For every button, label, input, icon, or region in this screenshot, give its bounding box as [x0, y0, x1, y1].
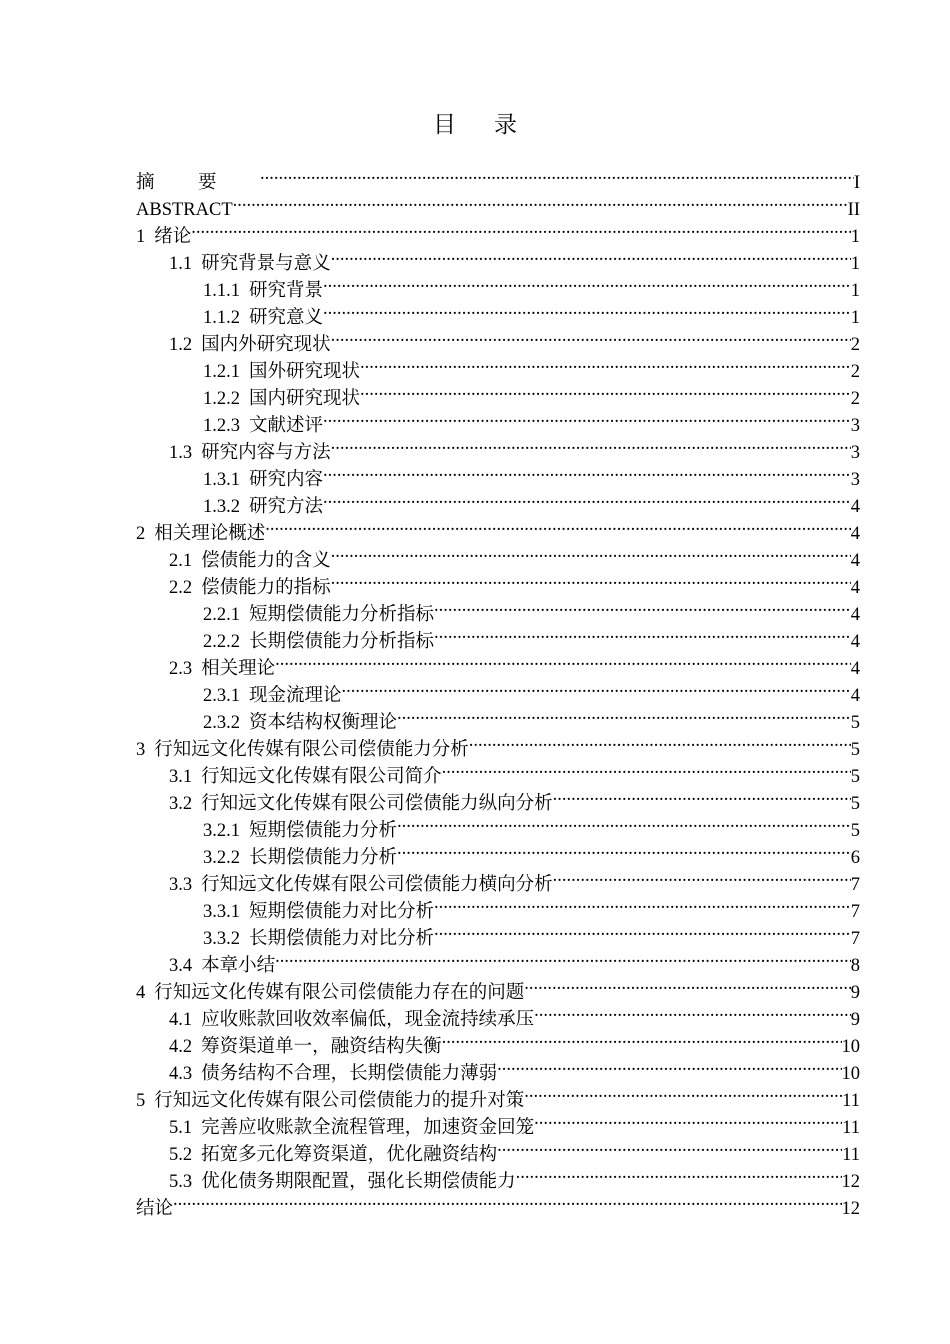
toc-entry-page: 4	[850, 605, 860, 625]
toc-entry[interactable]	[136, 512, 860, 544]
dot-leader	[260, 161, 854, 188]
toc-entry-page: 12	[841, 1199, 860, 1219]
dot-leader	[323, 485, 851, 512]
toc-entry-page: 2	[850, 335, 860, 355]
toc-entry-page: 10	[841, 1037, 860, 1057]
dot-leader	[323, 296, 851, 323]
toc-entry[interactable]	[136, 917, 860, 949]
toc-entry-label: 研究背景	[249, 281, 324, 301]
toc-entry-page: 6	[850, 848, 860, 868]
toc-entry-page: 1	[850, 227, 860, 247]
dot-leader	[397, 809, 851, 836]
toc-entry[interactable]	[136, 161, 860, 193]
toc-entry-label: 本章小结	[201, 956, 276, 976]
toc-entry[interactable]	[136, 1187, 860, 1219]
dot-leader	[434, 890, 851, 917]
toc-entry-label: 相关理论	[201, 659, 276, 679]
toc-entry-page: 2	[850, 362, 860, 382]
toc-entry-page: 4	[850, 578, 860, 598]
toc-entry-number: 2.3.2	[203, 713, 240, 733]
toc-entry-label: 拓宽多元化筹资渠道，优化融资结构	[201, 1145, 498, 1165]
toc-entry-page: 1	[850, 281, 860, 301]
dot-leader	[397, 836, 851, 863]
toc-entry[interactable]	[136, 431, 860, 463]
toc-entry-page: II	[847, 200, 860, 220]
dot-leader	[331, 539, 851, 566]
toc-entry-number: 1.2.3	[203, 416, 240, 436]
toc-entry-page: 5	[850, 821, 860, 841]
toc-entry-label: 偿债能力的含义	[201, 551, 331, 571]
toc-entry-page: 12	[841, 1172, 860, 1192]
toc-entry[interactable]	[136, 188, 860, 220]
toc-entry[interactable]	[136, 215, 860, 247]
toc-entry-label: 偿债能力的指标	[201, 578, 331, 598]
toc-entry-page: 7	[850, 929, 860, 949]
toc-entry-page: 7	[850, 902, 860, 922]
toc-entry-page: 11	[842, 1118, 860, 1138]
toc-entry-label: 短期偿债能力对比分析	[249, 902, 435, 922]
dot-leader	[233, 188, 848, 215]
toc-entry-page: 5	[850, 794, 860, 814]
table-of-contents	[136, 161, 860, 1219]
toc-entry-number: 3.2	[169, 794, 193, 814]
toc-entry[interactable]	[136, 404, 860, 436]
toc-entry-label: 应收账款回收效率偏低，现金流持续承压	[201, 1010, 535, 1030]
toc-entry-label: 优化债务期限配置，强化长期偿债能力	[201, 1172, 516, 1192]
toc-entry-page: 5	[850, 740, 860, 760]
toc-entry-label: 研究内容	[249, 470, 324, 490]
toc-entry-number: 5.2	[169, 1145, 193, 1165]
dot-leader	[323, 404, 851, 431]
toc-entry-number: 2.2.2	[203, 632, 240, 652]
toc-entry-number: 5.3	[169, 1172, 193, 1192]
toc-entry-label: 行知远文化传媒有限公司偿债能力的提升对策	[154, 1091, 525, 1111]
toc-entry-number: 2	[136, 524, 146, 544]
dot-leader	[497, 1052, 841, 1079]
dot-leader	[553, 782, 851, 809]
toc-entry-page: 1	[850, 308, 860, 328]
toc-entry-page: 8	[850, 956, 860, 976]
toc-entry-page: 9	[850, 983, 860, 1003]
dot-leader	[360, 377, 851, 404]
toc-entry-page: 5	[850, 767, 860, 787]
dot-leader	[434, 917, 851, 944]
dot-leader	[323, 458, 851, 485]
toc-entry-label: 短期偿债能力分析	[249, 821, 398, 841]
toc-entry[interactable]	[136, 944, 860, 976]
toc-entry-label: 行知远文化传媒有限公司偿债能力纵向分析	[201, 794, 553, 814]
toc-entry-number: 3.3	[169, 875, 193, 895]
toc-entry[interactable]	[136, 323, 860, 355]
toc-entry-number: 3.4	[169, 956, 193, 976]
toc-entry-label: 文献述评	[249, 416, 324, 436]
toc-entry-page: 3	[850, 470, 860, 490]
toc-entry-label: 行知远文化传媒有限公司偿债能力横向分析	[201, 875, 553, 895]
toc-entry-page: 1	[850, 254, 860, 274]
toc-entry-page: 11	[842, 1145, 860, 1165]
toc-entry-page: 2	[850, 389, 860, 409]
dot-leader	[275, 944, 851, 971]
toc-entry-label: 研究背景与意义	[201, 254, 331, 274]
dot-leader	[524, 971, 850, 998]
dot-leader	[191, 215, 850, 242]
toc-entry-number: 2.3.1	[203, 686, 240, 706]
toc-entry-page: 4	[850, 659, 860, 679]
toc-entry[interactable]	[136, 701, 860, 733]
toc-entry[interactable]	[136, 620, 860, 652]
toc-entry-number: 1.1	[169, 254, 193, 274]
toc-entry-number: 1.3.1	[203, 470, 240, 490]
toc-entry-label: 国内研究现状	[249, 389, 361, 409]
toc-entry-number: 2.3	[169, 659, 193, 679]
toc-entry-number: 1.2.2	[203, 389, 240, 409]
toc-entry-number: 2.1	[169, 551, 193, 571]
toc-entry-number: 4.3	[169, 1064, 193, 1084]
toc-entry-number: 3.2.2	[203, 848, 240, 868]
toc-entry-number: 1.1.2	[203, 308, 240, 328]
toc-entry-label: 资本结构权衡理论	[249, 713, 398, 733]
toc-entry-label: 行知远文化传媒有限公司偿债能力分析	[154, 740, 469, 760]
toc-entry-label: ABSTRACT	[136, 200, 233, 220]
toc-entry-label: 行知远文化传媒有限公司简介	[201, 767, 442, 787]
toc-entry-number: 1.2.1	[203, 362, 240, 382]
toc-entry-number: 4.2	[169, 1037, 193, 1057]
toc-entry[interactable]	[136, 863, 860, 895]
toc-entry-label: 短期偿债能力分析指标	[249, 605, 435, 625]
dot-leader	[397, 701, 851, 728]
dot-leader	[360, 350, 851, 377]
dot-leader	[442, 755, 851, 782]
toc-entry-page: 7	[850, 875, 860, 895]
toc-entry-page: 10	[841, 1064, 860, 1084]
toc-entry-label: 国内外研究现状	[201, 335, 331, 355]
dot-leader	[331, 323, 851, 350]
toc-entry[interactable]	[136, 647, 860, 679]
toc-entry-page: 4	[850, 551, 860, 571]
toc-entry-label: 摘要	[136, 173, 260, 193]
toc-entry-number: 5	[136, 1091, 146, 1111]
toc-entry-page: 9	[850, 1010, 860, 1030]
dot-leader	[469, 728, 851, 755]
toc-entry[interactable]	[136, 485, 860, 517]
toc-entry[interactable]	[136, 242, 860, 274]
toc-entry-label: 筹资渠道单一，融资结构失衡	[201, 1037, 442, 1057]
toc-entry-label: 行知远文化传媒有限公司偿债能力存在的问题	[154, 983, 525, 1003]
dot-leader	[331, 566, 851, 593]
toc-entry-number: 5.1	[169, 1118, 193, 1138]
toc-entry-page: 11	[842, 1091, 860, 1111]
toc-entry[interactable]	[136, 377, 860, 409]
toc-entry-page: I	[853, 173, 860, 193]
toc-entry-page: 4	[850, 497, 860, 517]
toc-entry[interactable]	[136, 728, 860, 760]
toc-entry-page: 3	[850, 443, 860, 463]
toc-entry-number: 1.1.1	[203, 281, 240, 301]
dot-leader	[516, 1160, 842, 1187]
toc-entry-number: 3	[136, 740, 146, 760]
toc-entry-label: 绪论	[154, 227, 192, 247]
toc-entry-number: 3.2.1	[203, 821, 240, 841]
toc-entry-label: 研究意义	[249, 308, 324, 328]
dot-leader	[275, 647, 851, 674]
toc-entry-number: 3.1	[169, 767, 193, 787]
toc-entry-number: 2.2	[169, 578, 193, 598]
dot-leader	[342, 674, 851, 701]
toc-entry-label: 结论	[136, 1199, 174, 1219]
dot-leader	[434, 620, 851, 647]
toc-entry-number: 4	[136, 983, 146, 1003]
dot-leader	[524, 1079, 842, 1106]
toc-entry-page: 4	[850, 632, 860, 652]
toc-entry-label: 国外研究现状	[249, 362, 361, 382]
toc-entry-number: 3.3.2	[203, 929, 240, 949]
toc-entry-page: 3	[850, 416, 860, 436]
dot-leader	[553, 863, 851, 890]
toc-entry-number: 4.1	[169, 1010, 193, 1030]
dot-leader	[323, 269, 851, 296]
toc-entry-label: 长期偿债能力对比分析	[249, 929, 435, 949]
toc-entry[interactable]	[136, 296, 860, 328]
toc-entry-number: 1.3	[169, 443, 193, 463]
dot-leader	[534, 1106, 842, 1133]
toc-entry-page: 4	[850, 524, 860, 544]
dot-leader	[331, 431, 851, 458]
dot-leader	[331, 242, 851, 269]
toc-entry-label: 相关理论概述	[154, 524, 266, 544]
toc-entry[interactable]	[136, 836, 860, 868]
toc-entry-page: 5	[850, 713, 860, 733]
dot-leader	[442, 1025, 842, 1052]
toc-entry-label: 研究内容与方法	[201, 443, 331, 463]
toc-entry-number: 2.2.1	[203, 605, 240, 625]
toc-entry-number: 1.3.2	[203, 497, 240, 517]
toc-entry-page: 4	[850, 686, 860, 706]
toc-entry-number: 1.2	[169, 335, 193, 355]
toc-entry-label: 现金流理论	[249, 686, 342, 706]
toc-entry-label: 研究方法	[249, 497, 324, 517]
toc-entry-label: 完善应收账款全流程管理，加速资金回笼	[201, 1118, 535, 1138]
toc-entry-number: 3.3.1	[203, 902, 240, 922]
toc-entry-label: 债务结构不合理，长期偿债能力薄弱	[201, 1064, 498, 1084]
toc-entry-number: 1	[136, 227, 146, 247]
dot-leader	[173, 1187, 841, 1214]
dot-leader	[497, 1133, 842, 1160]
toc-entry-label: 长期偿债能力分析	[249, 848, 398, 868]
page-title: 目录	[433, 112, 555, 137]
dot-leader	[434, 593, 851, 620]
dot-leader	[534, 998, 851, 1025]
toc-entry-label: 长期偿债能力分析指标	[249, 632, 435, 652]
dot-leader	[265, 512, 850, 539]
